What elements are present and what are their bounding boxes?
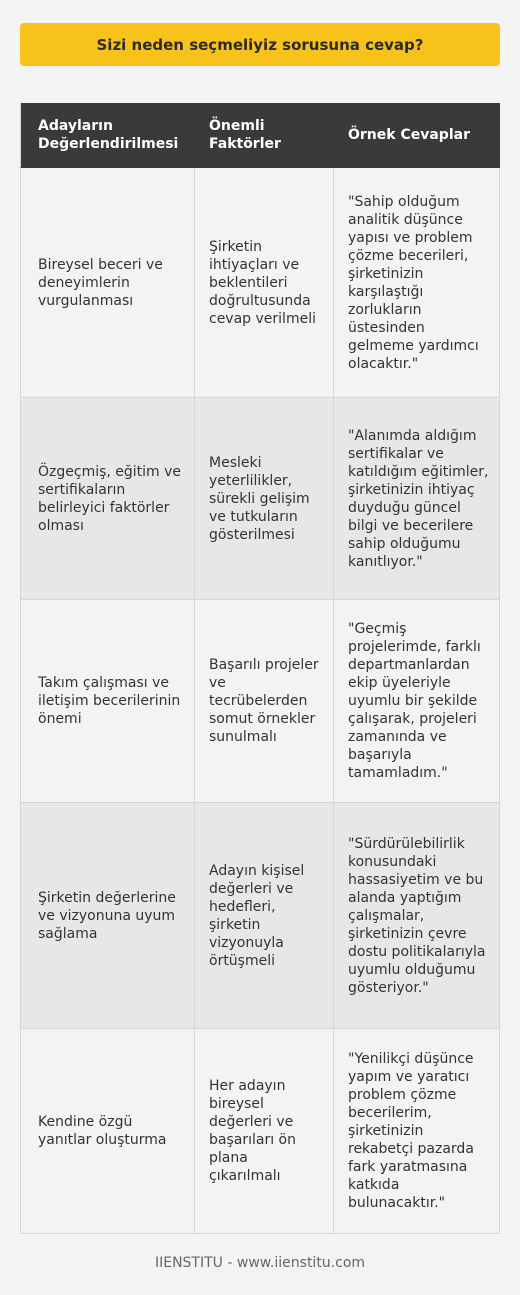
table-cell: "Sürdürülebilirlik konusundaki hassasiyetim ve bu alanda yaptığım çalışmalar, şirketinizin çevre dostu politikalarıyla uyumlu olduğumu gösteriyor." [334,803,500,1029]
table-cell: Şirketin ihtiyaçları ve beklentileri doğrultusunda cevap verilmeli [195,168,334,398]
table-cell: Mesleki yeterlilikler, sürekli gelişim ve tutkuların gösterilmesi [195,398,334,600]
table-cell: Özgeçmiş, eğitim ve sertifikaların belirleyici faktörler olması [20,398,195,600]
column-header-evaluation: Adayların Değerlendirilmesi [20,103,195,168]
table-cell: Her adayın bireysel değerleri ve başarıları ön plana çıkarılmalı [195,1029,334,1234]
table-cell: Bireysel beceri ve deneyimlerin vurgulanması [20,168,195,398]
comparison-table [20,103,500,1234]
page-title: Sizi neden seçmeliyiz sorusuna cevap? [20,23,500,66]
column-header-factors: Önemli Faktörler [195,103,334,168]
footer-text: IIENSTITU - www.iienstitu.com [154,1255,366,1271]
table-cell: Takım çalışması ve iletişim becerilerinin önemi [20,600,195,803]
table-cell: Adayın kişisel değerleri ve hedefleri, şirketin vizyonuyla örtüşmeli [195,803,334,1029]
table-cell: Şirketin değerlerine ve vizyonuna uyum sağlama [20,803,195,1029]
table-cell: "Sahip olduğum analitik düşünce yapısı ve problem çözme becerileri, şirketinizin karşılaştığı zorlukların üstesinden gelmeme yardımcı olacaktır." [334,168,500,398]
column-header-answers: Örnek Cevaplar [334,103,500,168]
table-cell: Başarılı projeler ve tecrübelerden somut örnekler sunulmalı [195,600,334,803]
table-cell: Kendine özgü yanıtlar oluşturma [20,1029,195,1234]
table-cell: "Geçmiş projelerimde, farklı departmanlardan ekip üyeleriyle uyumlu bir şekilde çalışarak, projeleri zamanında ve başarıyla tamamladım." [334,600,500,803]
table-cell: "Yenilikçi düşünce yapım ve yaratıcı problem çözme becerilerim, şirketinizin rekabetçi pazarda fark yaratmasına katkıda bulunacaktır." [334,1029,500,1234]
table-cell: "Alanımda aldığım sertifikalar ve katıldığım eğitimler, şirketinizin ihtiyaç duyduğu güncel bilgi ve becerilere sahip olduğumu kanıtlıyor." [334,398,500,600]
